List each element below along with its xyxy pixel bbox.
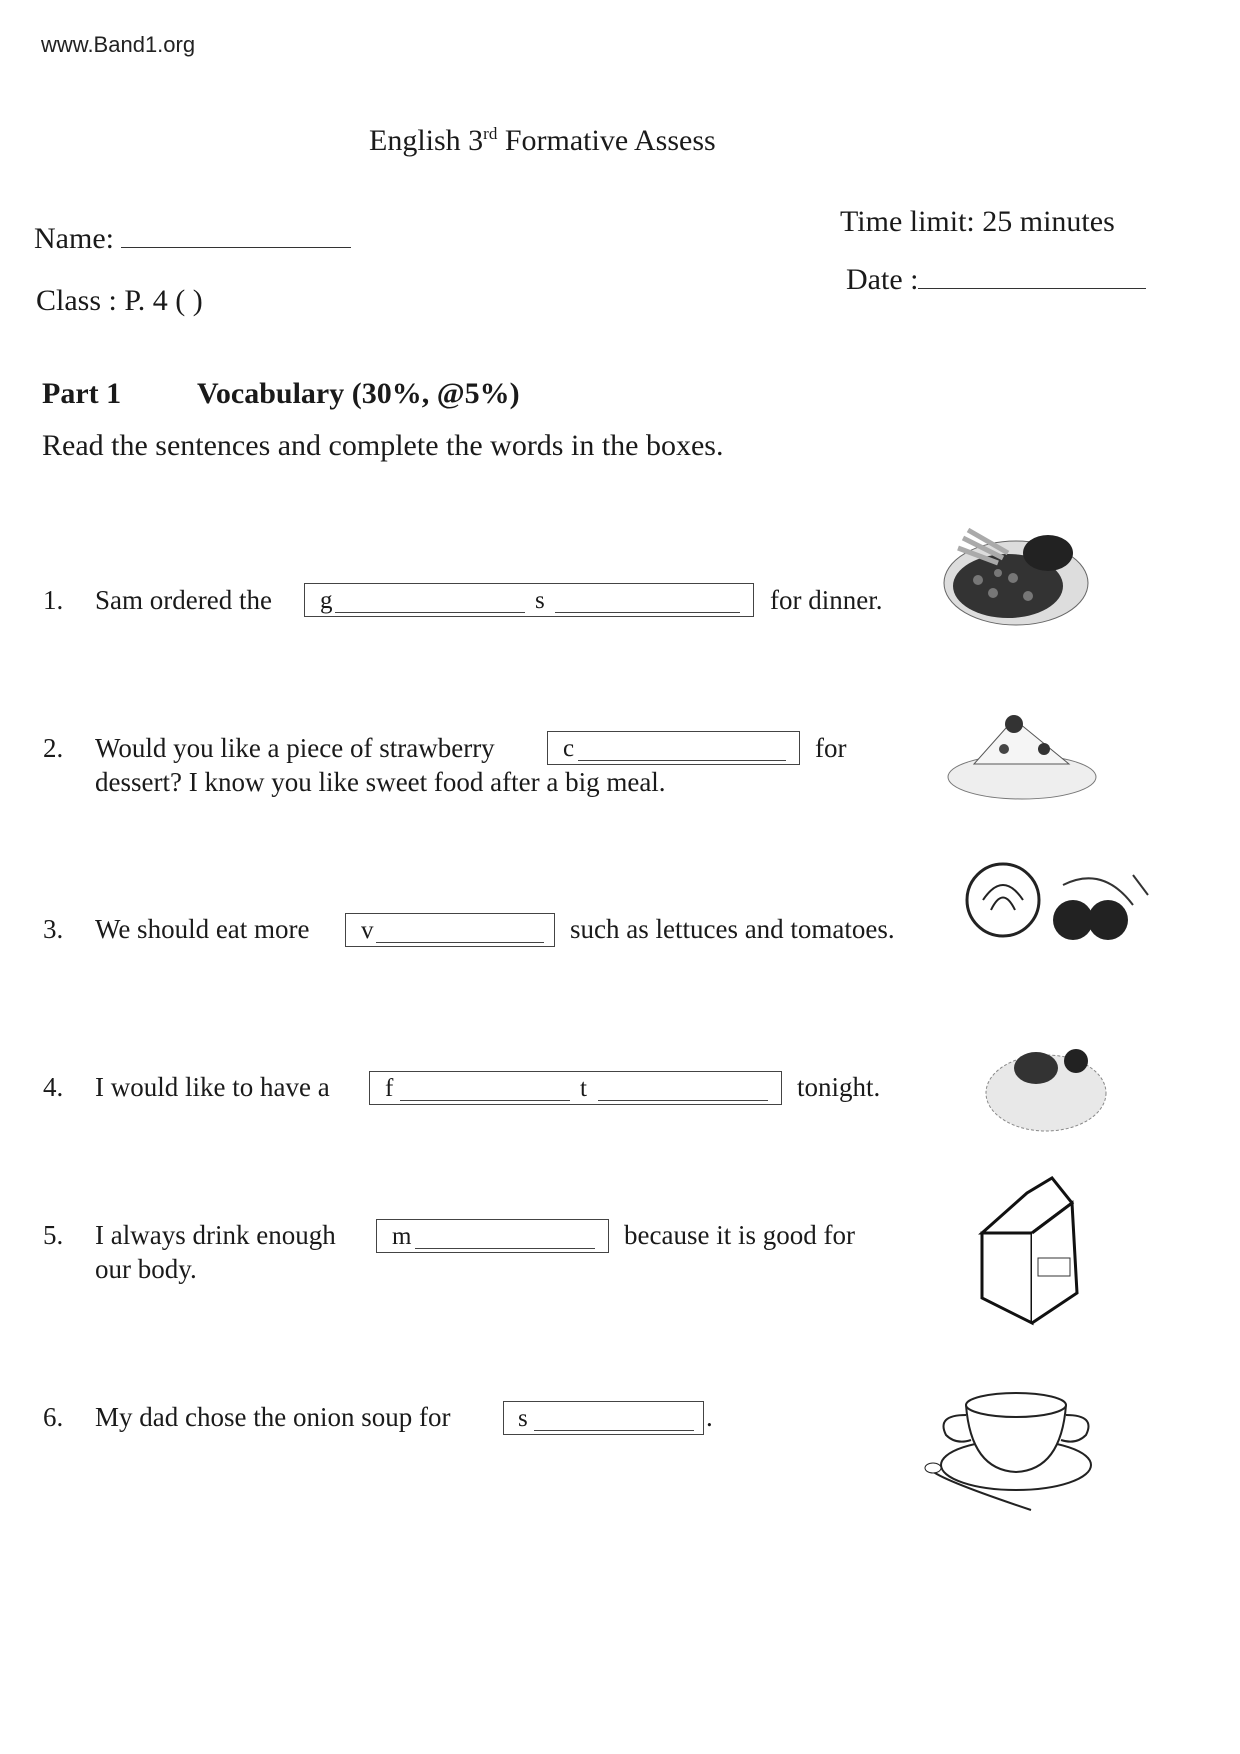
question-text-end: such as lettuces and tomatoes. — [570, 914, 895, 944]
hint-letter: t — [580, 1075, 587, 1102]
question-number: 2. — [43, 733, 64, 763]
answer-box[interactable] — [345, 913, 555, 947]
answer-box[interactable] — [304, 583, 754, 617]
cake-slice-icon — [944, 709, 1099, 804]
page-title — [369, 124, 716, 158]
question-number: 6. — [43, 1402, 64, 1432]
site-watermark: www.Band1.org — [41, 32, 196, 57]
question-text-end: for — [815, 733, 847, 763]
question-number: 1. — [43, 585, 64, 615]
name-label: Name: — [34, 222, 114, 255]
steak-with-vegetables-icon — [938, 508, 1093, 633]
instruction: Read the sentences and complete the words in the boxes. — [42, 429, 724, 462]
part-label: Part 1 — [42, 377, 122, 410]
soup-bowl-icon — [921, 1380, 1101, 1515]
question-text-end: . — [706, 1402, 713, 1432]
question-text: I would like to have a — [95, 1072, 330, 1102]
question-text-end: tonight. — [797, 1072, 881, 1102]
hint-letter: f — [385, 1075, 394, 1102]
question-text: We should eat more — [95, 914, 310, 944]
hint-letter: s — [535, 587, 545, 614]
time-limit: Time limit: 25 minutes — [840, 205, 1115, 238]
question-number: 4. — [43, 1072, 64, 1102]
title-text-end: Formative Assess — [497, 124, 716, 157]
class-label: Class : P. 4 ( ) — [36, 284, 203, 317]
hint-letter: s — [518, 1405, 528, 1432]
question-number: 3. — [43, 914, 64, 944]
question-number: 5. — [43, 1220, 64, 1250]
lettuce-tomatoes-icon — [963, 855, 1163, 950]
hint-letter: v — [361, 917, 374, 944]
name-field[interactable] — [34, 222, 351, 256]
title-text: English 3 — [369, 124, 484, 157]
question-text: I always drink enough — [95, 1220, 336, 1250]
answer-box[interactable] — [376, 1219, 609, 1253]
hint-letter: g — [320, 587, 333, 614]
date-label: Date : — [846, 263, 919, 296]
question-text: My dad chose the onion soup for — [95, 1402, 451, 1432]
question-text-line2: our body. — [95, 1254, 197, 1284]
hint-letter: c — [563, 735, 575, 762]
fruit-tart-icon — [981, 1033, 1111, 1135]
question-text-end: because it is good for — [624, 1220, 855, 1250]
question-text: Sam ordered the — [95, 585, 272, 615]
name-blank[interactable] — [121, 247, 351, 248]
question-text-line2: dessert? I know you like sweet food after a big meal. — [95, 767, 666, 797]
hint-letter: m — [392, 1223, 412, 1250]
question-text: Would you like a piece of strawberry — [95, 733, 495, 763]
question-text-end: for dinner. — [770, 585, 883, 615]
milk-carton-icon — [972, 1173, 1092, 1331]
answer-box[interactable] — [547, 731, 800, 765]
title-superscript: rd — [483, 124, 498, 143]
answer-box[interactable] — [503, 1401, 704, 1435]
date-field[interactable] — [846, 263, 1146, 297]
answer-box[interactable] — [369, 1071, 782, 1105]
part-heading: Vocabulary (30%, @5%) — [197, 377, 520, 410]
date-blank[interactable] — [918, 288, 1146, 289]
